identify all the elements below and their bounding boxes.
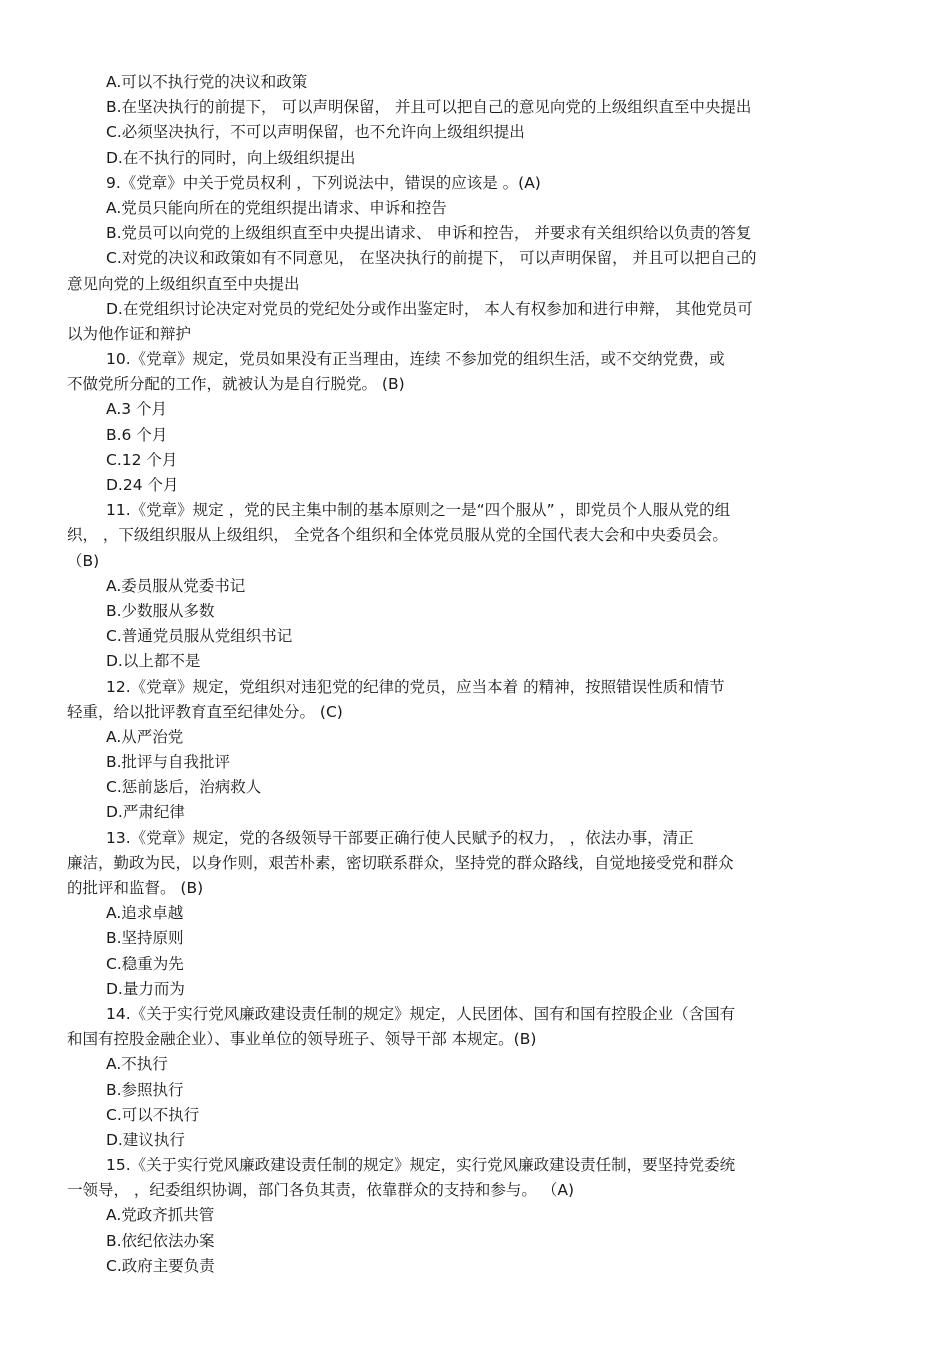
question-continuation: （B): [67, 551, 100, 570]
answer-option: C.普通党员服从党组织书记: [106, 627, 293, 646]
answer-option: A.委员服从党委书记: [106, 576, 246, 595]
answer-option: C.可以不执行: [106, 1105, 200, 1124]
question-continuation: 意见向党的上级组织直至中央提出: [67, 274, 300, 293]
question-text: 15.《关于实行党风廉政建设责任制的规定》规定，实行党风廉政建设责任制，要坚持党委统: [106, 1156, 736, 1175]
answer-option: A.党政齐抓共管: [106, 1206, 215, 1225]
answer-option: D.量力而为: [106, 979, 185, 998]
question-continuation: 廉洁，勤政为民，以身作则，艰苦朴素，密切联系群众，坚持党的群众路线，自觉地接受党和群众: [67, 853, 734, 872]
answer-option: D.严肃纪律: [106, 803, 185, 822]
answer-option: D.24 个月: [106, 476, 179, 494]
answer-option: C.对党的决议和政策如有不同意见， 在坚决执行的前提下， 可以声明保留， 并且可以把自己的: [106, 249, 757, 268]
question-text: 9.《党章》中关于党员权利 ，下列说法中，错误的应该是 。(A): [106, 173, 541, 192]
answer-option: D.以上都不是: [106, 652, 201, 671]
answer-option: B.依纪依法办案: [106, 1231, 215, 1250]
answer-option: A.不执行: [106, 1055, 168, 1074]
answer-option: D.建议执行: [106, 1130, 185, 1149]
question-continuation: 以为他作证和辩护: [67, 324, 192, 343]
question-continuation: 织， ，下级组织服从上级组织， 全党各个组织和全体党员服从党的全国代表大会和中央委员会。: [67, 526, 728, 545]
answer-option: C.稳重为先: [106, 954, 184, 973]
answer-option: C.必须坚决执行，不可以声明保留，也不允许向上级组织提出: [106, 123, 525, 142]
question-text: 11.《党章》规定 ，党的民主集中制的基本原则之一是“四个服从” ，即党员个人服从党的组: [106, 501, 731, 520]
answer-option: C.政府主要负责: [106, 1256, 215, 1275]
answer-option: A.可以不执行党的决议和政策: [106, 73, 308, 91]
question-continuation: 一领导， ，纪委组织协调，部门各负其责，依靠群众的支持和参与。 （A): [67, 1181, 575, 1200]
question-text: 12.《党章》规定，党组织对违犯党的纪律的党员，应当本着 的精神，按照错误性质和情节: [106, 677, 725, 696]
question-continuation: 和国有控股金融企业）、事业单位的领导班子、领导干部 本规定。(B): [67, 1030, 537, 1049]
answer-option: D.在党组织讨论决定对党员的党纪处分或作出鉴定时， 本人有权参加和进行申辩， 其他党员可: [106, 299, 753, 318]
answer-option: D.在不执行的同时，向上级组织提出: [106, 148, 356, 167]
document-body: [0, 70, 950, 1279]
answer-option: B.坚持原则: [106, 929, 184, 948]
answer-option: A.从严治党: [106, 727, 184, 746]
question-continuation: 的批评和监督。 (B): [67, 879, 204, 897]
answer-option: C.惩前毖后，治病救人: [106, 778, 262, 797]
answer-option: B.6 个月: [106, 425, 168, 444]
answer-option: C.12 个月: [106, 450, 178, 469]
answer-option: A.3 个月: [106, 400, 168, 419]
answer-option: A.追求卓越: [106, 904, 184, 923]
answer-option: B.少数服从多数: [106, 601, 215, 620]
question-text: 13.《党章》规定，党的各级领导干部要正确行使人民赋予的权力， ，依法办事，清正: [106, 828, 694, 847]
answer-option: A.党员只能向所在的党组织提出请求、申诉和控告: [106, 198, 447, 217]
question-continuation: 不做党所分配的工作，就被认为是自行脱党。 (B): [67, 375, 405, 394]
question-text: 14.《关于实行党风廉政建设责任制的规定》规定，人民团体、国有和国有控股企业（含国有: [106, 1004, 736, 1023]
answer-option: B.党员可以向党的上级组织直至中央提出请求、 申诉和控告， 并要求有关组织给以负责的答复: [106, 224, 752, 243]
answer-option: B.在坚决执行的前提下， 可以声明保留， 并且可以把自己的意见向党的上级组织直至中央提出: [106, 98, 752, 117]
answer-option: B.批评与自我批评: [106, 753, 231, 772]
question-continuation: 轻重，给以批评教育直至纪律处分。 (C): [67, 702, 343, 721]
answer-option: B.参照执行: [106, 1080, 184, 1099]
question-text: 10.《党章》规定，党员如果没有正当理由，连续 不参加党的组织生活，或不交纳党费，或: [106, 350, 725, 369]
